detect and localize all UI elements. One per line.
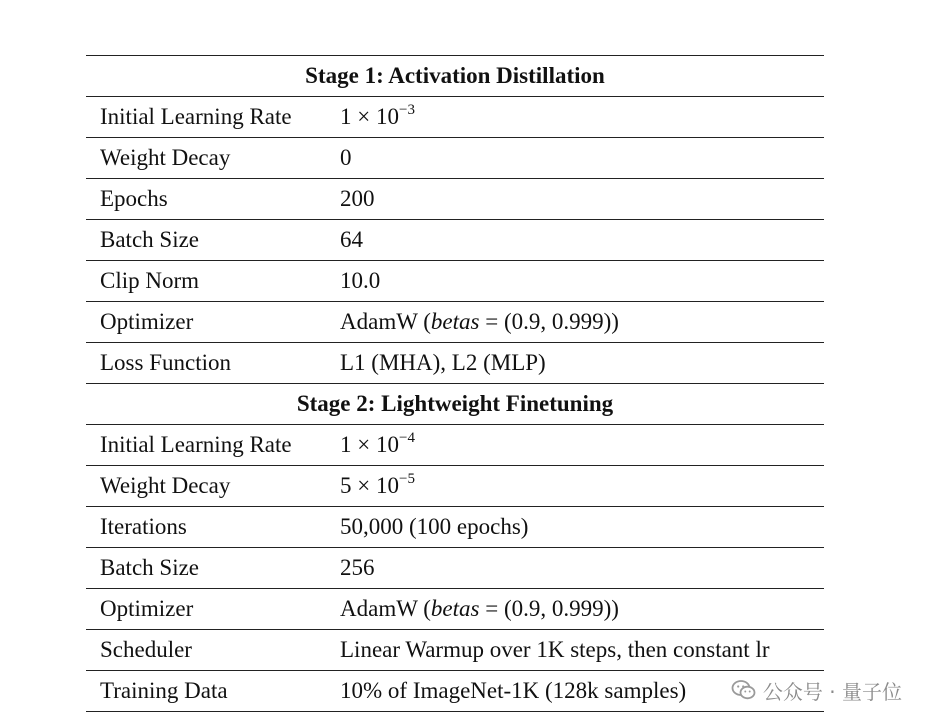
param-name: Iterations [86,507,340,548]
table-row [86,466,824,507]
section-title: Stage 1: Activation Distillation [86,56,824,97]
param-name: Weight Decay [86,138,340,179]
table-row [86,343,824,384]
section-title: Stage 2: Lightweight Finetuning [86,384,824,425]
watermark-text: 公众号 · 量子位 [762,679,902,704]
section-header-stage-2 [86,384,824,425]
watermark [731,676,902,704]
param-name: Clip Norm [86,261,340,302]
param-value: 64 [340,220,824,261]
table-row [86,97,824,138]
param-value: 200 [340,179,824,220]
param-name: Optimizer [86,302,340,343]
param-name: Epochs [86,179,340,220]
param-value: $1 \times 10^{-3}$ [340,97,824,138]
table-row [86,220,824,261]
param-value: AdamW (betas = (0.9, 0.999)) [340,302,824,343]
param-name: Optimizer [86,589,340,630]
param-name: Batch Size [86,548,340,589]
param-name: Loss Function [86,343,340,384]
param-value: $5 \times 10^{-5}$ [340,466,824,507]
wechat-icon [731,677,757,703]
param-value: AdamW (betas = (0.9, 0.999)) [340,589,824,630]
param-value: 256 [340,548,824,589]
table-row [86,302,824,343]
hyperparameter-table [86,55,824,712]
table-row [86,261,824,302]
param-value: L1 (MHA), L2 (MLP) [340,343,824,384]
table-row [86,589,824,630]
param-name: Initial Learning Rate [86,425,340,466]
param-value: 10% of ImageNet-1K (128k samples) [340,671,824,712]
table-row [86,507,824,548]
table-row [86,548,824,589]
param-value: Linear Warmup over 1K steps, then constant lr [340,630,824,671]
table-row [86,179,824,220]
param-name: Training Data [86,671,340,712]
param-name: Scheduler [86,630,340,671]
param-value: 0 [340,138,824,179]
param-value: 10.0 [340,261,824,302]
table-row [86,671,824,712]
param-name: Weight Decay [86,466,340,507]
table-row [86,425,824,466]
param-value: 50,000 (100 epochs) [340,507,824,548]
param-name: Initial Learning Rate [86,97,340,138]
table-row [86,630,824,671]
table-row [86,138,824,179]
hyperparameter-table-container [86,55,824,712]
param-name: Batch Size [86,220,340,261]
section-header-stage-1 [86,56,824,97]
param-value: $1 \times 10^{-4}$ [340,425,824,466]
